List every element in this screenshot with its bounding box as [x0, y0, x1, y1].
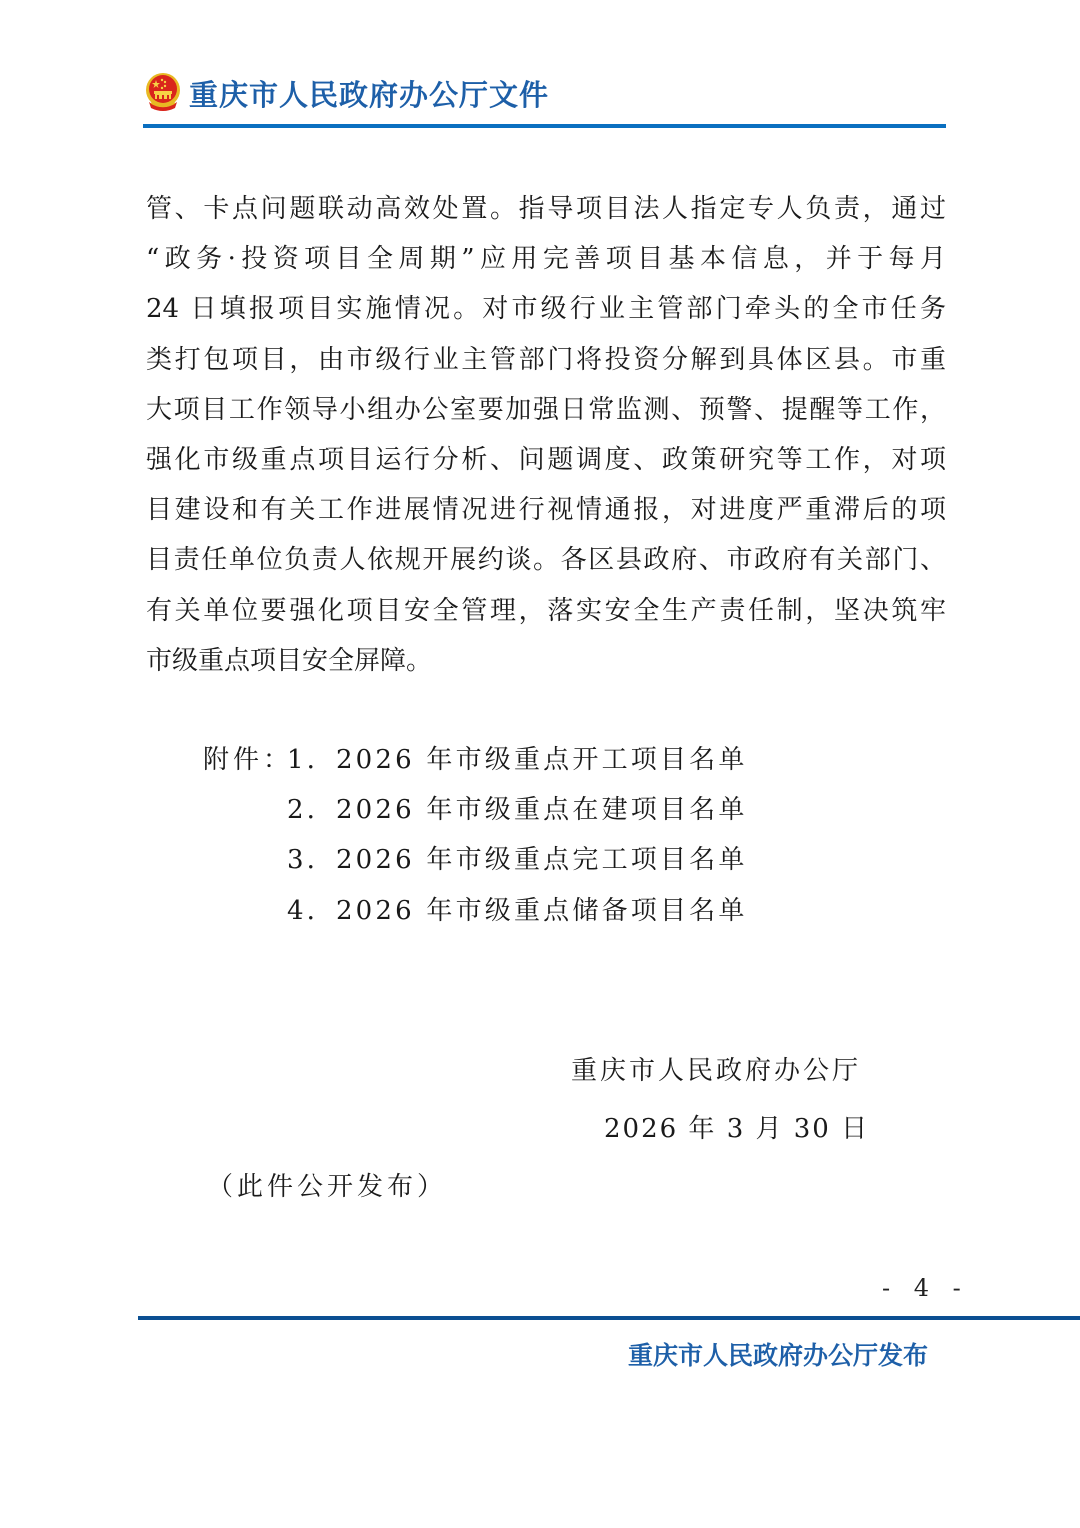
body-line: 类打包项目，由市级行业主管部门将投资分解到具体区县。市重	[146, 344, 946, 375]
body-line: 24 日填报项目实施情况。对市级行业主管部门牵头的全市任务	[146, 294, 946, 325]
body-line: 管、卡点问题联动高效处置。指导项目法人指定专人负责，通过	[146, 194, 946, 224]
attachment-title: 4．2026 年市级重点储备项目名单	[287, 895, 748, 926]
body-line: 目责任单位负责人依规开展约谈。各区县政府、市政府有关部门、	[146, 545, 946, 576]
attachment-item	[203, 735, 748, 785]
body-line: 大项目工作领导小组办公室要加强日常监测、预警、提醒等工作，	[146, 394, 946, 425]
attachment-item	[203, 835, 748, 885]
page-number: - 4 -	[882, 1274, 969, 1302]
attachment-item	[203, 886, 748, 936]
body-line: “政务·投资项目全周期”应用完善项目基本信息，并于每月	[146, 244, 946, 275]
attachments-list	[203, 735, 748, 936]
footer-publisher: 重庆市人民政府办公厅发布	[628, 1341, 929, 1370]
signature-date: 2026 年 3 月 30 日	[604, 1114, 870, 1144]
attachment-title: 1．2026 年市级重点开工项目名单	[287, 745, 748, 775]
attachment-item	[203, 785, 748, 835]
attachment-title: 2．2026 年市级重点在建项目名单	[287, 795, 748, 826]
attachments-label: 附件：	[203, 745, 294, 775]
national-emblem-icon	[143, 72, 183, 114]
document-header	[143, 68, 549, 118]
body-line: 目建设和有关工作进展情况进行视情通报，对进度严重滞后的项	[146, 495, 946, 526]
document-header-title: 重庆市人民政府办公厅文件	[189, 77, 550, 112]
body-paragraph	[146, 184, 946, 686]
public-release-note: （此件公开发布）	[207, 1172, 448, 1202]
body-line: 有关单位要强化项目安全管理，落实安全生产责任制，坚决筑牢	[146, 595, 946, 626]
body-line: 市级重点项目安全屏障。	[146, 645, 433, 676]
footer-rule-divider	[138, 1316, 1080, 1320]
body-line: 强化市级重点项目运行分析、问题调度、政策研究等工作，对项	[146, 444, 946, 475]
attachment-title: 3．2026 年市级重点完工项目名单	[287, 845, 748, 876]
header-rule-divider	[143, 124, 946, 128]
signature-organization: 重庆市人民政府办公厅	[571, 1056, 862, 1086]
